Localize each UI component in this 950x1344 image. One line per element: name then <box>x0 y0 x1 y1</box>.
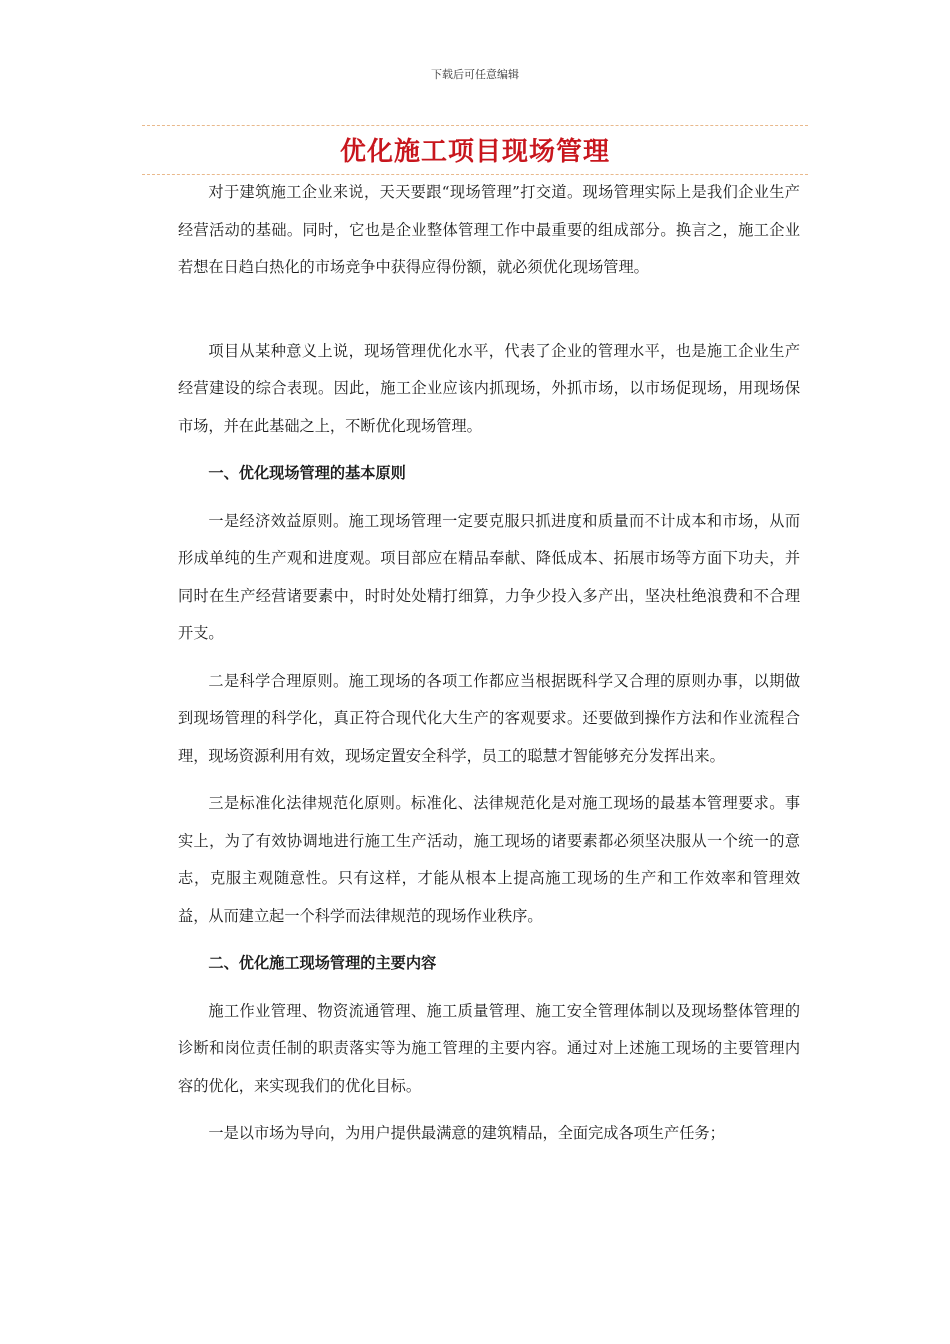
paragraph-spacer <box>178 493 800 503</box>
paragraph-project: 项目从某种意义上说，现场管理优化水平，代表了企业的管理水平，也是施工企业生产经营建设的综合表现。因此，施工企业应该内抓现场，外抓市场，以市场促现场，用现场保市场，并在此基础之上，不断优化现场管理。 <box>178 341 800 435</box>
paragraph-spacer <box>178 775 800 785</box>
section-heading-principles: 一、优化现场管理的基本原则 <box>208 464 406 482</box>
paragraph-goal-market: 一是以市场为导向，为用户提供最满意的建筑精品，全面完成各项生产任务； <box>208 1124 725 1142</box>
title-divider-top <box>142 125 808 126</box>
document-title: 优化施工项目现场管理 <box>339 137 610 167</box>
paragraph-spacer <box>178 287 800 333</box>
document-body <box>178 174 800 1153</box>
paragraph-spacer <box>178 445 800 455</box>
section-heading-contents: 二、优化施工现场管理的主要内容 <box>208 954 437 972</box>
paragraph-contents: 施工作业管理、物资流通管理、施工质量管理、施工安全管理体制以及现场整体管理的诊断和岗位责任制的职责落实等为施工管理的主要内容。通过对上述施工现场的主要管理内容的优化，来实现我们的优化目标。 <box>178 1001 800 1095</box>
paragraph-spacer <box>178 1105 800 1115</box>
paragraph-principle-economic: 一是经济效益原则。施工现场管理一定要克服只抓进度和质量而不计成本和市场，从而形成单纯的生产观和进度观。项目部应在精品奉献、降低成本、拓展市场等方面下功夫，并同时在生产经营诸要素中，时时处处精打细算，力争少投入多产出，坚决杜绝浪费和不合理开支。 <box>178 511 800 642</box>
paragraph-intro: 对于建筑施工企业来说，天天要跟“现场管理”打交道。现场管理实际上是我们企业生产经营活动的基础。同时，它也是企业整体管理工作中最重要的组成部分。换言之，施工企业若想在日趋白热化的市场竞争中获得应得份额，就必须优化现场管理。 <box>178 183 800 276</box>
header-note: 下载后可任意编辑 <box>431 68 519 81</box>
paragraph-principle-scientific: 二是科学合理原则。施工现场的各项工作都应当根据既科学又合理的原则办事，以期做到现场管理的科学化，真正符合现代化大生产的客观要求。还要做到操作方法和作业流程合理，现场资源利用有效，现场定置安全科学，员工的聪慧才智能够充分发挥出来。 <box>178 671 800 765</box>
paragraph-principle-standard: 三是标准化法律规范化原则。标准化、法律规范化是对施工现场的最基本管理要求。事实上，为了有效协调地进行施工生产活动，施工现场的诸要素都必须坚决服从一个统一的意志，克服主观随意性。只有这样，才能从根本上提高施工现场的生产和工作效率和管理效益，从而建立起一个科学而法律规范的现场作业秩序。 <box>178 794 800 925</box>
paragraph-spacer <box>178 983 800 993</box>
paragraph-spacer <box>178 653 800 663</box>
paragraph-spacer <box>178 935 800 945</box>
